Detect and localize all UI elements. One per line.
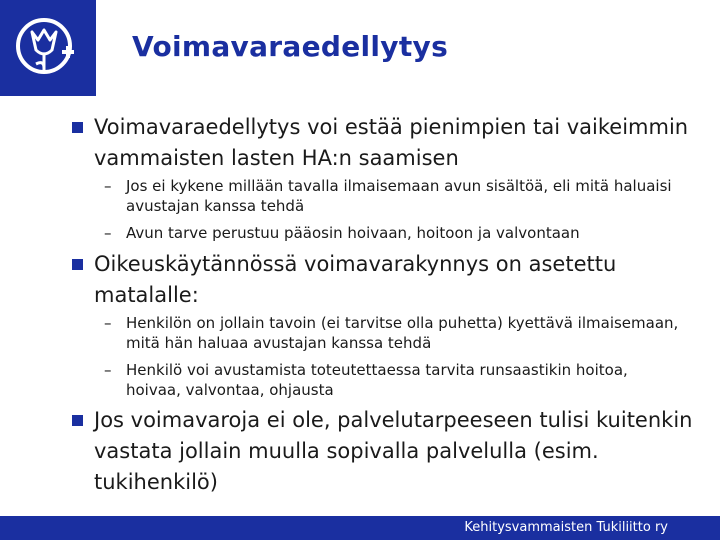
sub-bullet-1-2: [104, 223, 686, 243]
bullet-square-icon: [72, 259, 83, 270]
sub-bullet-text: Avun tarve perustuu pääosin hoivaan, hoitoon ja valvontaan: [126, 224, 580, 242]
dash-marker: –: [104, 314, 112, 332]
tulip-cross-logo-icon: [14, 12, 82, 84]
bullet-square-icon: [72, 415, 83, 426]
footer-bar: [0, 516, 720, 540]
sub-bullet-text: Jos ei kykene millään tavalla ilmaisemaan avun sisältöä, eli mitä haluaisi avustajan kanssa tehdä: [126, 177, 672, 215]
logo-box: [0, 0, 96, 96]
bullet-text: Oikeuskäytännössä voimavarakynnys on asetettu matalalle:: [94, 252, 617, 307]
sub-bullet-text: Henkilön on jollain tavoin (ei tarvitse olla puhetta) kyettävä ilmaisemaan, mitä hän haluaa avustajan kanssa tehdä: [126, 314, 679, 352]
bullet-text: Voimavaraedellytys voi estää pienimpien tai vaikeimmin vammaisten lasten HA:n saamisen: [94, 115, 689, 170]
bullet-1: [94, 112, 694, 174]
footer-organization: Kehitysvammaisten Tukiliitto ry: [464, 520, 668, 535]
dash-marker: –: [104, 177, 112, 195]
sub-bullet-2-2: [104, 360, 686, 400]
sub-bullet-text: Henkilö voi avustamista toteutettaessa tarvita runsaastikin hoitoa, hoivaa, valvontaa, ohjausta: [126, 361, 628, 399]
bullet-3: [94, 405, 694, 498]
page-title: Voimavaraedellytys: [132, 30, 449, 63]
bullet-text: Jos voimavaroja ei ole, palvelutarpeeseen tulisi kuitenkin vastata jollain muulla sopivalla palvelulla (esim. tukihenkilö): [94, 408, 693, 494]
bullet-2: [94, 249, 694, 311]
sub-bullet-1-1: [104, 176, 686, 216]
sub-bullet-2-1: [104, 313, 686, 353]
bullet-square-icon: [72, 122, 83, 133]
dash-marker: –: [104, 361, 112, 379]
dash-marker: –: [104, 224, 112, 242]
